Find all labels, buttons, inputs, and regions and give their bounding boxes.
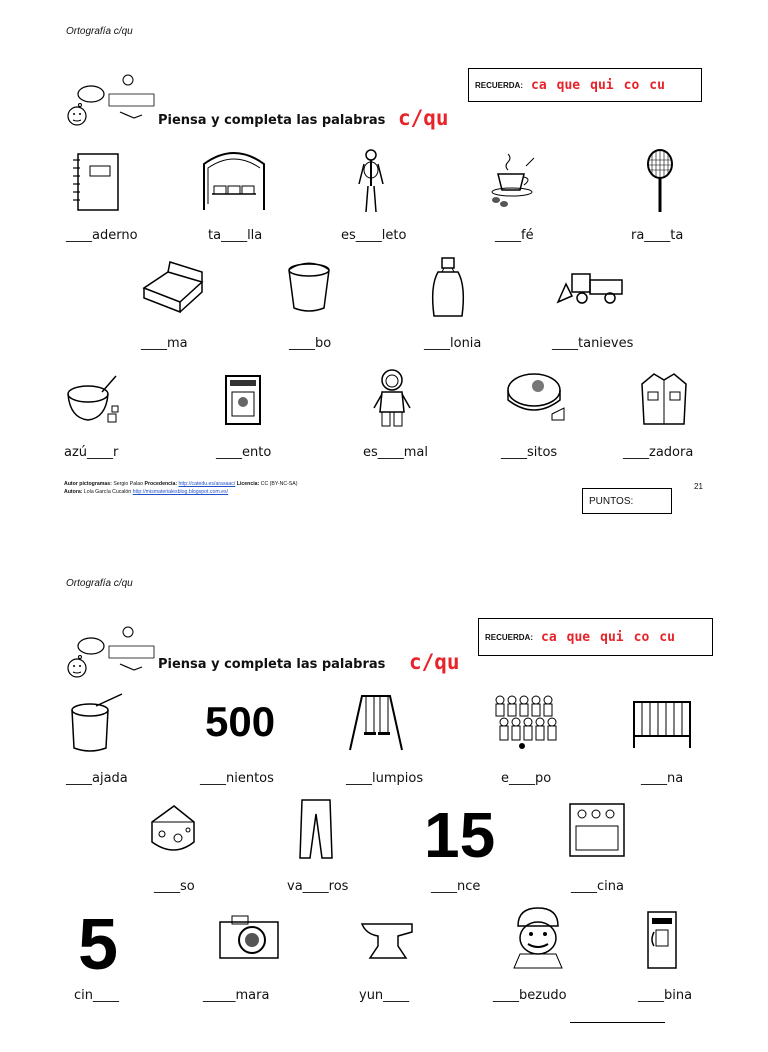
source-link[interactable]: http://catedu.es/arasaac/	[178, 481, 236, 487]
word-blank: _____mara	[203, 988, 270, 1003]
word-blank: ta____lla	[208, 228, 263, 243]
syllable: cu	[649, 77, 665, 93]
jacket-icon	[638, 370, 690, 428]
word-blank: ____fé	[495, 228, 534, 243]
word-blank: ____so	[154, 879, 195, 894]
thinking-child-logo-icon	[64, 72, 164, 130]
title-letters: c/qu	[398, 106, 449, 130]
word-blank: ____ma	[141, 336, 188, 351]
word-blank: ____cina	[571, 879, 624, 894]
cheese-box-icon	[502, 370, 566, 428]
coffee-cup-icon	[488, 150, 538, 208]
credit-label: Procedencia:	[144, 481, 178, 487]
thinking-child-logo-icon	[64, 624, 164, 682]
recuerda-label: RECUERDA:	[475, 80, 523, 90]
blog-link[interactable]: http://mismaterialesblog.blogspot.com.es/	[132, 489, 229, 495]
worksheet-page-2	[0, 552, 768, 1052]
trousers-icon	[296, 796, 336, 862]
story-book-icon	[222, 372, 266, 428]
word-blank: ____sitos	[501, 445, 558, 460]
syllable: qui	[600, 629, 624, 645]
syllable: cu	[659, 629, 675, 645]
credit-label: Autor pictogramas:	[64, 481, 112, 487]
crib-icon	[630, 694, 694, 750]
word-blank: ____ajada	[66, 771, 128, 786]
cheese-icon	[148, 802, 198, 860]
word-blank: ____zadora	[623, 445, 694, 460]
instruction-title: Piensa y completa las palabras	[158, 113, 386, 128]
word-blank: ____na	[641, 771, 684, 786]
bed-icon	[140, 258, 206, 316]
tennis-racket-icon	[644, 148, 676, 216]
page-number: 21	[694, 482, 703, 491]
word-blank: ____bina	[638, 988, 693, 1003]
license-text: CC (BY-NC-SA)	[260, 481, 298, 487]
number-5: 5	[78, 905, 119, 985]
kitchen-stove-icon	[566, 800, 628, 860]
word-blank: ____ento	[216, 445, 272, 460]
syllable: ca	[541, 629, 557, 645]
number-15: 15	[424, 799, 496, 871]
word-blank: es____leto	[341, 228, 407, 243]
swing-set-icon	[346, 692, 406, 752]
word-blank: ra____ta	[631, 228, 684, 243]
credit-label: Autora:	[64, 489, 83, 495]
title-letters: c/qu	[409, 650, 460, 674]
syllable: qui	[590, 77, 614, 93]
syllable: ca	[531, 77, 547, 93]
recuerda-box	[468, 68, 702, 102]
recuerda-box	[478, 618, 713, 656]
syllable: co	[633, 629, 650, 645]
word-blank: cin____	[74, 988, 119, 1003]
word-blank: e____po	[501, 771, 552, 786]
puntos-box: PUNTOS:	[582, 488, 672, 514]
sugar-bowl-icon	[62, 374, 122, 430]
anvil-icon	[358, 916, 418, 962]
sports-team-icon	[492, 692, 562, 750]
eskimo-icon	[372, 368, 412, 430]
word-blank: es____mal	[363, 445, 429, 460]
recuerda-label: RECUERDA:	[485, 632, 533, 642]
word-blank: ____lumpios	[346, 771, 424, 786]
syllable: que	[566, 629, 591, 645]
word-blank: ____aderno	[66, 228, 138, 243]
notebook-icon	[68, 150, 124, 214]
instruction-title: Piensa y completa las palabras	[158, 657, 386, 672]
word-blank: ____bezudo	[493, 988, 567, 1003]
word-blank: yun____	[359, 988, 410, 1003]
credit-label: Licencia:	[236, 481, 260, 487]
word-blank: azú____r	[64, 445, 119, 460]
credit-author: Lola García Cucalón	[83, 489, 132, 495]
credit-author: Sergio Palao	[113, 481, 144, 487]
syllable: co	[623, 77, 640, 93]
skeleton-icon	[356, 148, 386, 216]
bucket-icon	[284, 260, 334, 314]
phone-booth-icon	[644, 908, 680, 972]
page-header: Ortografía c/qu	[66, 26, 133, 37]
page-header: Ortografía c/qu	[66, 578, 133, 589]
curd-pot-icon	[66, 690, 126, 754]
syllable: que	[556, 77, 581, 93]
big-headed-man-icon	[510, 906, 566, 970]
camera-icon	[216, 912, 282, 962]
credits	[64, 480, 297, 496]
cologne-bottle-icon	[428, 256, 468, 322]
word-blank: va____ros	[287, 879, 349, 894]
bench-shelter-icon	[198, 148, 270, 214]
worksheet-page-1	[0, 0, 768, 507]
snowplow-truck-icon	[556, 264, 626, 310]
number-500: 500	[205, 698, 276, 745]
word-blank: ____nce	[431, 879, 481, 894]
word-blank: ____nientos	[200, 771, 274, 786]
word-blank: ____lonia	[424, 336, 482, 351]
word-blank: ____tanieves	[552, 336, 634, 351]
word-blank: ____bo	[289, 336, 332, 351]
